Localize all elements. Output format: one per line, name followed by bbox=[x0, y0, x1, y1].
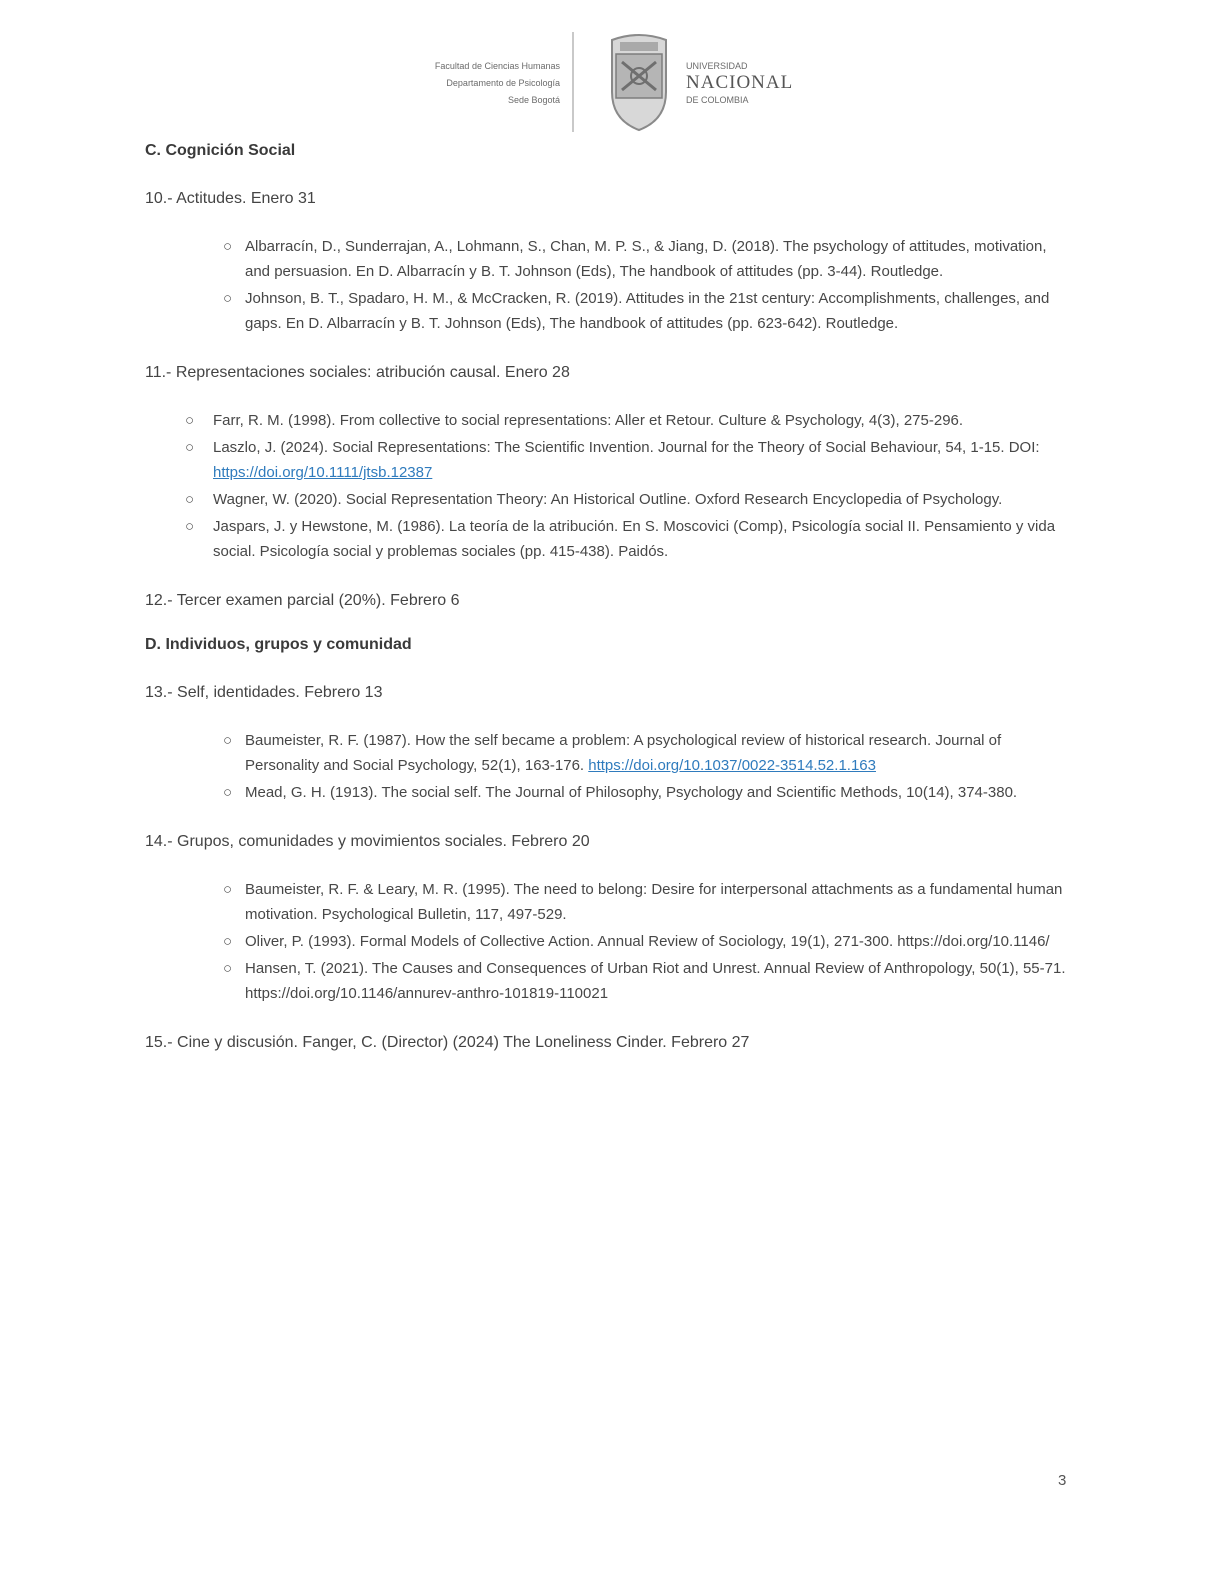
reference-link[interactable]: https://doi.org/10.1037/0022-3514.52.1.163 bbox=[588, 757, 876, 774]
faculty-block bbox=[370, 58, 560, 109]
bullet-icon: ○ bbox=[185, 518, 195, 535]
reference-item bbox=[145, 956, 1075, 1006]
reference-item bbox=[145, 286, 1075, 336]
bullet-icon: ○ bbox=[223, 933, 233, 950]
session-heading: 11.- Representaciones sociales: atribución causal. Enero 28 bbox=[145, 364, 570, 381]
bullet-icon: ○ bbox=[223, 238, 233, 255]
university-label: UNIVERSIDAD bbox=[686, 61, 748, 71]
reference-item bbox=[145, 487, 1075, 512]
bullet-icon: ○ bbox=[185, 491, 195, 508]
reference-text: Albarracín, D., Sunderrajan, A., Lohmann, S., Chan, M. P. S., & Jiang, D. (2018). The psychology of attitudes, motivation, and persuasion. En D. Albarracín y B. T. Johnson (Eds), The handbook of attitudes (pp. 3-44). Routledge. bbox=[245, 238, 1047, 280]
session-heading: 13.- Self, identidades. Febrero 13 bbox=[145, 684, 383, 701]
section-title: D. Individuos, grupos y comunidad bbox=[145, 636, 412, 653]
reference-text: Laszlo, J. (2024). Social Representations: The Scientific Invention. Journal for the Theory of Social Behaviour, 54, 1-15. DOI: bbox=[213, 439, 1040, 456]
reference-list bbox=[145, 408, 1075, 564]
reference-item bbox=[145, 234, 1075, 284]
bullet-icon: ○ bbox=[223, 960, 233, 977]
bullet-icon: ○ bbox=[185, 412, 195, 429]
bullet-icon: ○ bbox=[223, 290, 233, 307]
university-country: DE COLOMBIA bbox=[686, 95, 749, 105]
university-name: NACIONAL bbox=[686, 72, 794, 93]
document-body bbox=[145, 142, 1075, 1078]
reference-item bbox=[145, 780, 1075, 805]
bullet-icon: ○ bbox=[223, 784, 233, 801]
reference-item bbox=[145, 929, 1075, 954]
reference-item bbox=[145, 408, 1075, 433]
session-heading: 10.- Actitudes. Enero 31 bbox=[145, 190, 316, 207]
reference-item bbox=[145, 514, 1075, 564]
university-name-block bbox=[686, 60, 856, 106]
reference-list bbox=[145, 877, 1075, 1006]
reference-text: Baumeister, R. F. & Leary, M. R. (1995). The need to belong: Desire for interpersonal attachments as a fundamental human motivation. Psychological Bulletin, 117, 497-529. bbox=[245, 881, 1063, 923]
reference-list bbox=[145, 728, 1075, 805]
bullet-icon: ○ bbox=[223, 881, 233, 898]
bullet-icon: ○ bbox=[223, 732, 233, 749]
reference-text: Jaspars, J. y Hewstone, M. (1986). La teoría de la atribución. En S. Moscovici (Comp), Psicología social II. Pensamiento y vida social. Psicología social y problemas sociales (pp. 415-438). Paidós. bbox=[213, 518, 1056, 560]
reference-list bbox=[145, 234, 1075, 336]
reference-item bbox=[145, 435, 1075, 485]
letterhead bbox=[370, 30, 850, 135]
reference-link[interactable]: https://doi.org/10.1111/jtsb.12387 bbox=[213, 464, 433, 481]
bullet-icon: ○ bbox=[185, 439, 195, 456]
reference-item bbox=[145, 877, 1075, 927]
session-heading: 14.- Grupos, comunidades y movimientos sociales. Febrero 20 bbox=[145, 833, 590, 850]
page-number: 3 bbox=[1058, 1472, 1067, 1489]
section-title: C. Cognición Social bbox=[145, 142, 296, 159]
faculty-line: Facultad de Ciencias Humanas bbox=[434, 61, 560, 71]
reference-text: Farr, R. M. (1998). From collective to social representations: Aller et Retour. Culture & Psychology, 4(3), 275-296. bbox=[213, 412, 964, 429]
university-crest-icon bbox=[606, 32, 672, 132]
reference-text: Wagner, W. (2020). Social Representation Theory: An Historical Outline. Oxford Research Encyclopedia of Psychology. bbox=[213, 491, 1003, 508]
reference-item bbox=[145, 728, 1075, 778]
reference-text: Mead, G. H. (1913). The social self. The Journal of Philosophy, Psychology and Scientific Methods, 10(14), 374-380. bbox=[245, 784, 1018, 801]
header-divider bbox=[572, 32, 574, 132]
campus-line: Sede Bogotá bbox=[507, 95, 560, 105]
session-heading: 15.- Cine y discusión. Fanger, C. (Director) (2024) The Loneliness Cinder. Febrero 27 bbox=[145, 1034, 750, 1051]
department-line: Departamento de Psicología bbox=[446, 78, 560, 88]
reference-text: Oliver, P. (1993). Formal Models of Collective Action. Annual Review of Sociology, 19(1), 271-300. https://doi.org/10.1146/ bbox=[245, 933, 1050, 950]
reference-text: Johnson, B. T., Spadaro, H. M., & McCracken, R. (2019). Attitudes in the 21st century: Accomplishments, challenges, and gaps. En D. Albarracín y B. T. Johnson (Eds), The handbook of attitudes (pp. 623-642). Routledge. bbox=[245, 290, 1050, 332]
session-heading: 12.- Tercer examen parcial (20%). Febrero 6 bbox=[145, 592, 460, 609]
reference-text: Hansen, T. (2021). The Causes and Consequences of Urban Riot and Unrest. Annual Review of Anthropology, 50(1), 55-71. https://doi.org/10.1146/annurev-anthro-101819-110021 bbox=[245, 960, 1066, 1002]
reference-text: Baumeister, R. F. (1987). How the self became a problem: A psychological review of historical research. Journal of Personality and Social Psychology, 52(1), 163-176. bbox=[245, 732, 1002, 774]
